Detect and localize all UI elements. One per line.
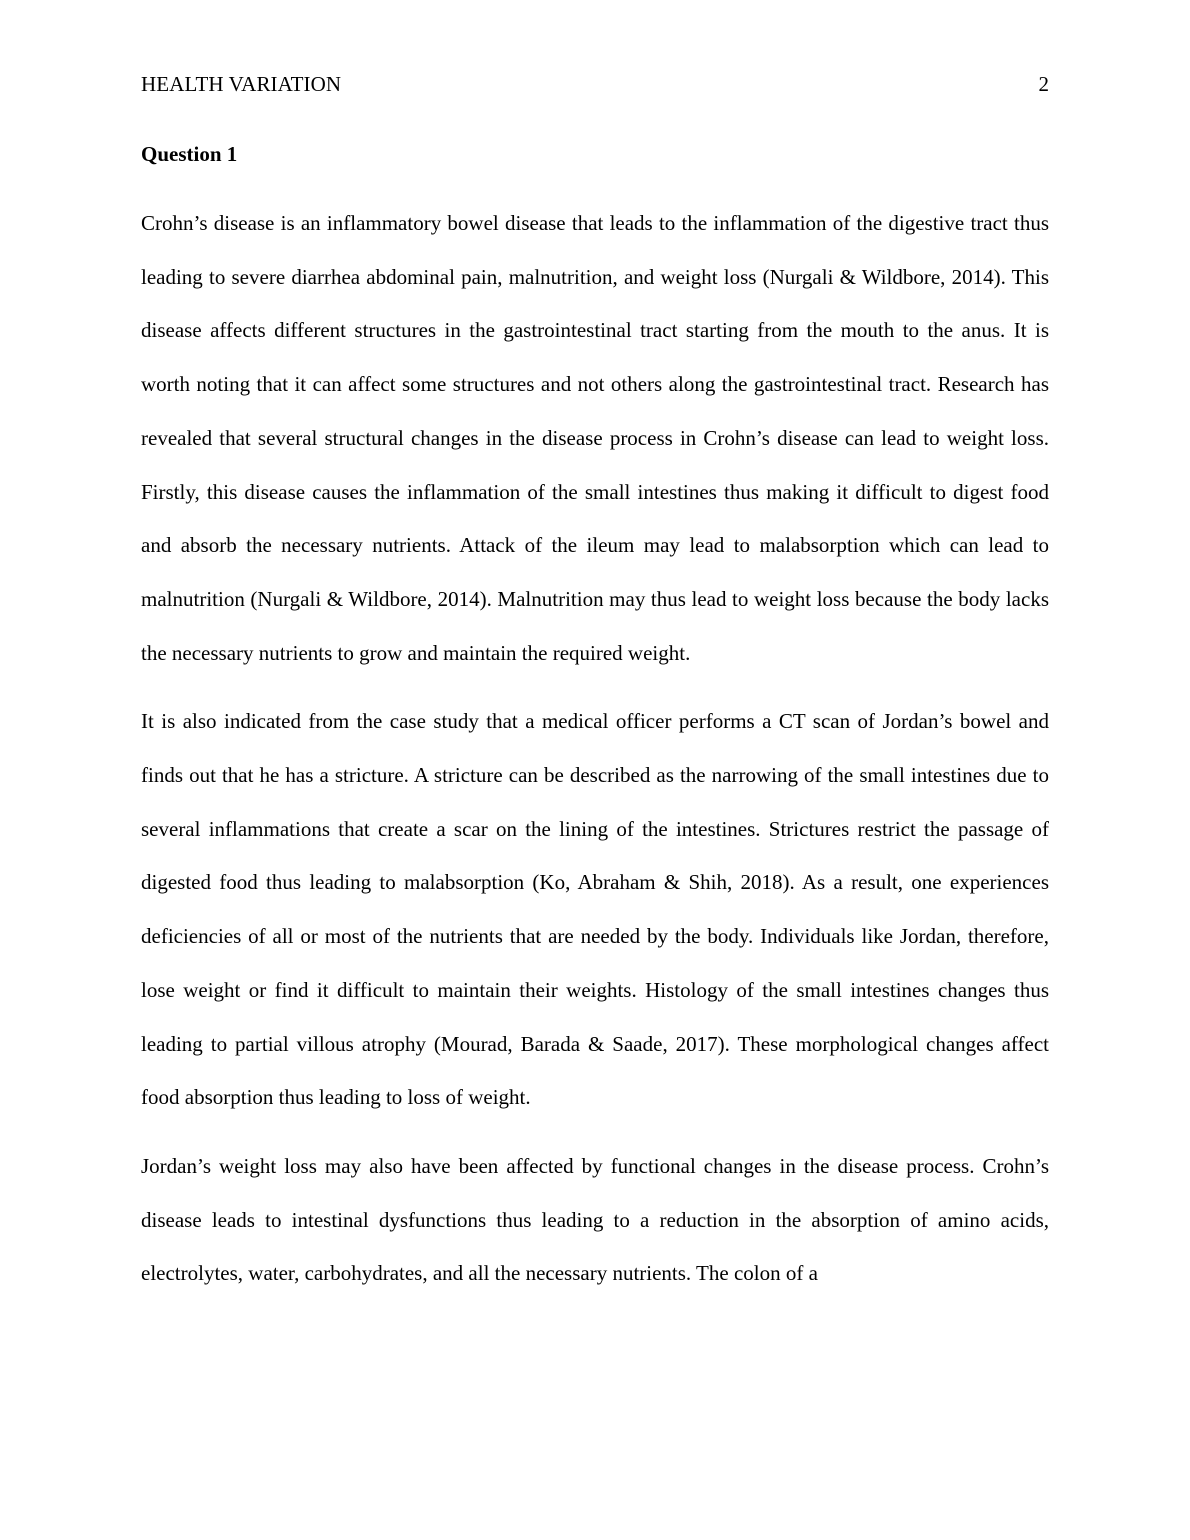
page-number: 2: [1038, 72, 1049, 96]
paragraph-2: It is also indicated from the case study that a medical officer performs a CT scan of Jordan’s bowel and finds out that he has a stricture. A stricture can be described as the narrowing of the small intestines due to several inflammations that create a scar on the lining of the intestines. Strictures restrict the passage of digested food thus leading to malabsorption (Ko, Abraham & Shih, 2018). As a result, one experiences deficiencies of all or most of the nutrients that are needed by the body. Individuals like Jordan, therefore, lose weight or find it difficult to maintain their weights. Histology of the small intestines changes thus leading to partial villous atrophy (Mourad, Barada & Saade, 2017). These morphological changes affect food absorption thus leading to loss of weight.: [141, 709, 1049, 1110]
running-head: HEALTH VARIATION: [141, 72, 342, 96]
paragraph-1: Crohn’s disease is an inflammatory bowel disease that leads to the inflammation of the digestive tract thus leading to severe diarrhea abdominal pain, malnutrition, and weight loss (Nurgali & Wildbore, 2014). This disease affects different structures in the gastrointestinal tract starting from the mouth to the anus. It is worth noting that it can affect some structures and not others along the gastrointestinal tract. Research has revealed that several structural changes in the disease process in Crohn’s disease can lead to weight loss. Firstly, this disease causes the inflammation of the small intestines thus making it difficult to digest food and absorb the necessary nutrients. Attack of the ileum may lead to malabsorption which can lead to malnutrition (Nurgali & Wildbore, 2014). Malnutrition may thus lead to weight loss because the body lacks the necessary nutrients to grow and maintain the required weight.: [141, 211, 1049, 665]
section-heading: Question 1: [141, 142, 238, 166]
body-text: [141, 197, 1049, 1316]
paragraph-3: Jordan’s weight loss may also have been affected by functional changes in the disease process. Crohn’s disease leads to intestinal dysfunctions thus leading to a reduction in the absorption of amino acids, electrolytes, water, carbohydrates, and all the necessary nutrients. The colon of a: [141, 1153, 1049, 1286]
